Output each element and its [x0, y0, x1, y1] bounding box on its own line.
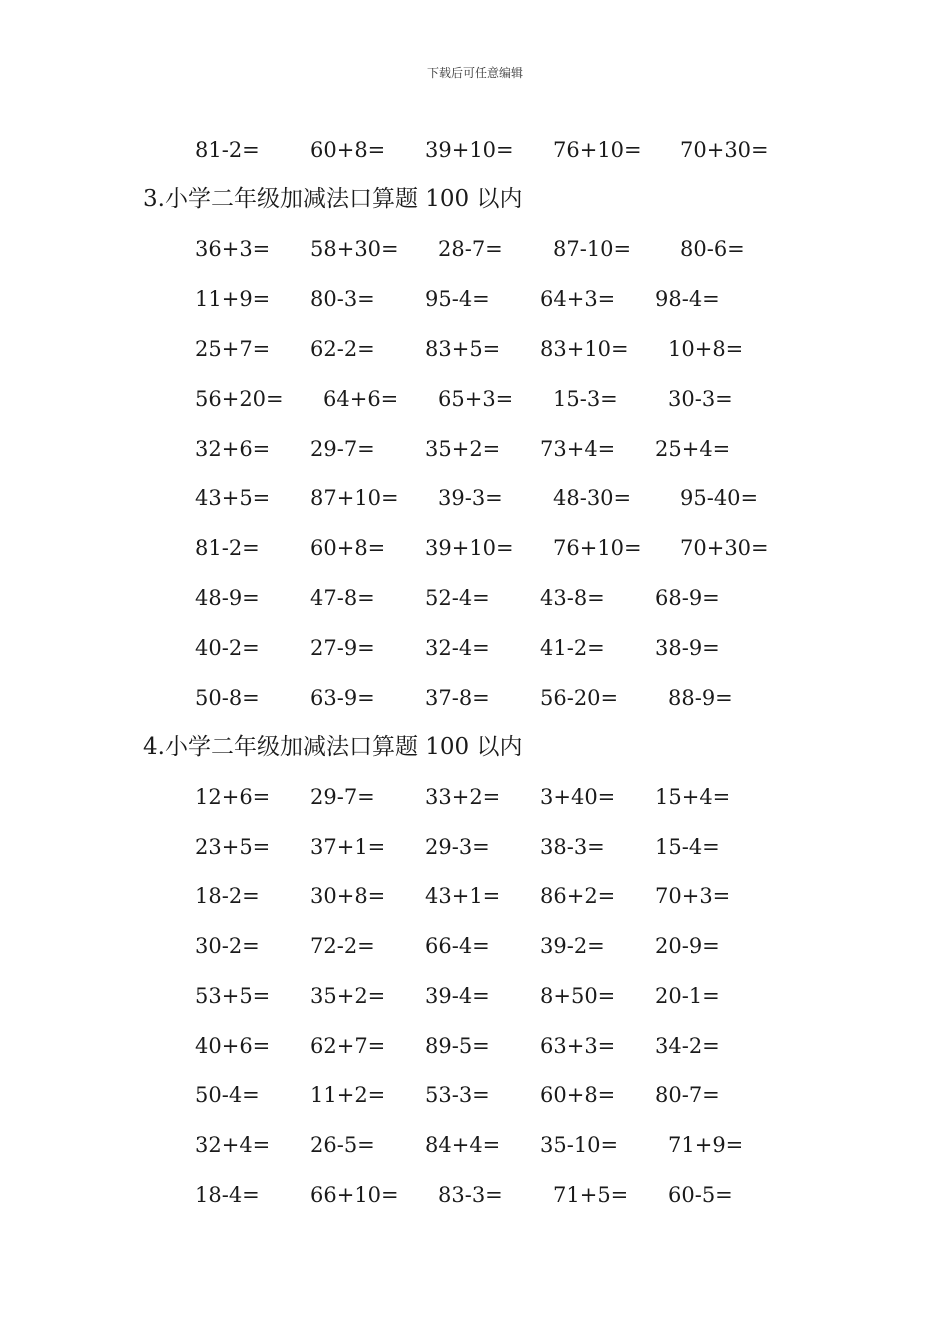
problem: 27-9=: [310, 636, 375, 660]
problem: 80-6=: [680, 237, 745, 261]
problem: 53+5=: [195, 984, 271, 1008]
problem: 25+4=: [655, 437, 731, 461]
problem: 62+7=: [310, 1034, 386, 1058]
problem-row: [0, 1080, 950, 1110]
problem: 30+8=: [310, 884, 386, 908]
problem: 39-2=: [540, 934, 605, 958]
problem: 72-2=: [310, 934, 375, 958]
problem: 32+4=: [195, 1133, 271, 1157]
problem: 29-7=: [310, 437, 375, 461]
problem-row: [0, 483, 950, 513]
problem: 80-7=: [655, 1083, 720, 1107]
problem-row: [0, 1130, 950, 1160]
problem: 63+3=: [540, 1034, 616, 1058]
problem: 11+9=: [195, 287, 271, 311]
problem: 39+10=: [425, 536, 514, 560]
problem: 8+50=: [540, 984, 616, 1008]
problem: 25+7=: [195, 337, 271, 361]
problem: 20-9=: [655, 934, 720, 958]
problem: 71+5=: [553, 1183, 629, 1207]
problem: 95-40=: [680, 486, 759, 510]
problem: 58+30=: [310, 237, 399, 261]
problem: 64+6=: [323, 387, 399, 411]
problem-row: [0, 234, 950, 264]
problem: 15-3=: [553, 387, 618, 411]
problem: 89-5=: [425, 1034, 490, 1058]
problem: 66+10=: [310, 1183, 399, 1207]
problem-row: [0, 334, 950, 364]
problem: 83+5=: [425, 337, 501, 361]
problem-row: [0, 135, 950, 165]
problem: 63-9=: [310, 686, 375, 710]
problem: 39-4=: [425, 984, 490, 1008]
problem-row: [0, 583, 950, 613]
problem: 43-8=: [540, 586, 605, 610]
problem: 32+6=: [195, 437, 271, 461]
problem-row: [0, 633, 950, 663]
problem: 41-2=: [540, 636, 605, 660]
problem: 60+8=: [310, 138, 386, 162]
problem: 39+10=: [425, 138, 514, 162]
problem: 70+30=: [680, 138, 769, 162]
problem-row: [0, 981, 950, 1011]
problem: 30-2=: [195, 934, 260, 958]
problem-row: [0, 1031, 950, 1061]
problem: 76+10=: [553, 536, 642, 560]
problem-row: [0, 782, 950, 812]
problem: 86+2=: [540, 884, 616, 908]
problem: 80-3=: [310, 287, 375, 311]
problem: 83-3=: [438, 1183, 503, 1207]
problem: 73+4=: [540, 437, 616, 461]
problem: 3+40=: [540, 785, 616, 809]
problem: 29-3=: [425, 835, 490, 859]
problem: 64+3=: [540, 287, 616, 311]
problem: 40-2=: [195, 636, 260, 660]
problem: 60-5=: [668, 1183, 733, 1207]
problem: 83+10=: [540, 337, 629, 361]
problem: 48-9=: [195, 586, 260, 610]
problem-row: [0, 434, 950, 464]
problem: 35+2=: [310, 984, 386, 1008]
problem: 88-9=: [668, 686, 733, 710]
problem-row: [0, 832, 950, 862]
problem: 23+5=: [195, 835, 271, 859]
problem: 50-4=: [195, 1083, 260, 1107]
problem-row: [0, 284, 950, 314]
problem: 81-2=: [195, 536, 260, 560]
problem: 32-4=: [425, 636, 490, 660]
problem: 65+3=: [438, 387, 514, 411]
problem: 29-7=: [310, 785, 375, 809]
problem-row: [0, 533, 950, 563]
problem: 56-20=: [540, 686, 619, 710]
problem: 33+2=: [425, 785, 501, 809]
section-title: 4.小学二年级加减法口算题 100 以内: [143, 734, 523, 760]
problem: 47-8=: [310, 586, 375, 610]
problem: 87-10=: [553, 237, 632, 261]
problem: 38-9=: [655, 636, 720, 660]
problem: 60+8=: [310, 536, 386, 560]
problem: 15-4=: [655, 835, 720, 859]
problem: 12+6=: [195, 785, 271, 809]
problem: 11+2=: [310, 1083, 386, 1107]
problem: 71+9=: [668, 1133, 744, 1157]
problem-row: [0, 384, 950, 414]
problem: 98-4=: [655, 287, 720, 311]
problem: 76+10=: [553, 138, 642, 162]
problem: 70+3=: [655, 884, 731, 908]
problem: 38-3=: [540, 835, 605, 859]
problem: 10+8=: [668, 337, 744, 361]
problem: 37-8=: [425, 686, 490, 710]
problem: 30-3=: [668, 387, 733, 411]
problem: 35-10=: [540, 1133, 619, 1157]
problem: 87+10=: [310, 486, 399, 510]
problem: 28-7=: [438, 237, 503, 261]
problem-row: [0, 1180, 950, 1210]
problem-row: [0, 881, 950, 911]
problem: 53-3=: [425, 1083, 490, 1107]
problem: 81-2=: [195, 138, 260, 162]
problem: 95-4=: [425, 287, 490, 311]
problem: 26-5=: [310, 1133, 375, 1157]
problem: 18-2=: [195, 884, 260, 908]
problem: 43+1=: [425, 884, 501, 908]
problem-row: [0, 931, 950, 961]
section-title: 3.小学二年级加减法口算题 100 以内: [143, 186, 523, 212]
problem: 84+4=: [425, 1133, 501, 1157]
problem: 40+6=: [195, 1034, 271, 1058]
problem: 36+3=: [195, 237, 271, 261]
problem: 56+20=: [195, 387, 284, 411]
problem-row: [0, 683, 950, 713]
problem: 70+30=: [680, 536, 769, 560]
problem: 50-8=: [195, 686, 260, 710]
problem: 20-1=: [655, 984, 720, 1008]
problem: 43+5=: [195, 486, 271, 510]
problem: 62-2=: [310, 337, 375, 361]
problem: 35+2=: [425, 437, 501, 461]
problem: 66-4=: [425, 934, 490, 958]
problem: 18-4=: [195, 1183, 260, 1207]
problem: 68-9=: [655, 586, 720, 610]
problem: 48-30=: [553, 486, 632, 510]
problem: 34-2=: [655, 1034, 720, 1058]
problem: 39-3=: [438, 486, 503, 510]
problem: 52-4=: [425, 586, 490, 610]
page-header: 下载后可任意编辑: [426, 66, 523, 80]
problem: 37+1=: [310, 835, 386, 859]
problem: 60+8=: [540, 1083, 616, 1107]
problem: 15+4=: [655, 785, 731, 809]
